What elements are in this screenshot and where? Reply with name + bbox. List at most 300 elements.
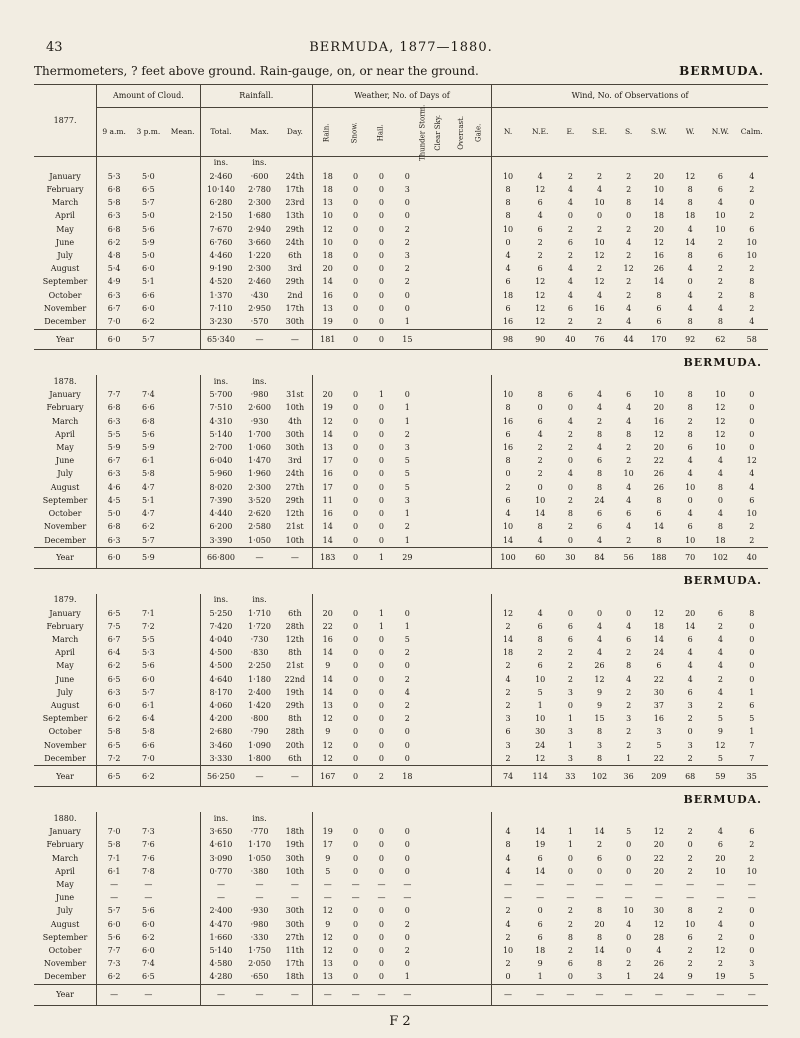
table-cell: 0 bbox=[404, 171, 410, 181]
table-cell: 14 bbox=[492, 633, 524, 646]
table-cell: 8th bbox=[288, 714, 302, 724]
table-cell: 2·460 bbox=[248, 277, 271, 287]
table-row bbox=[34, 428, 768, 441]
table-cell: 18 bbox=[685, 211, 696, 221]
total-cell: — bbox=[312, 984, 342, 1005]
table-cell: 4 bbox=[596, 443, 603, 453]
table-cell: 6·3 bbox=[97, 415, 132, 428]
table-cell: 14 bbox=[535, 866, 546, 876]
table-cell: 7·4 bbox=[142, 959, 155, 969]
table-cell: 0 bbox=[749, 661, 755, 671]
table-cell: 6 bbox=[717, 171, 723, 181]
table-cell: 5 bbox=[717, 753, 723, 763]
table-row bbox=[34, 633, 768, 646]
table-cell: 0 bbox=[353, 608, 359, 618]
table-cell: 3·660 bbox=[248, 237, 271, 247]
table-cell bbox=[444, 660, 468, 673]
total-cell: 167 bbox=[312, 766, 342, 787]
table-cell: 0 bbox=[404, 932, 410, 942]
table-cell: 10 bbox=[492, 223, 524, 236]
table-cell: — bbox=[200, 891, 241, 904]
table-cell: 6·760 bbox=[200, 236, 241, 249]
table-cell bbox=[444, 441, 468, 454]
table-cell: — bbox=[747, 893, 756, 903]
table-cell: 0 bbox=[353, 522, 359, 532]
table-cell bbox=[420, 905, 444, 918]
total-cell: 188 bbox=[643, 548, 675, 569]
table-cell bbox=[420, 210, 444, 223]
table-cell: 4 bbox=[537, 211, 543, 221]
table-cell: 2 bbox=[626, 251, 632, 260]
table-cell: 26 bbox=[653, 264, 664, 274]
table-cell: 2 bbox=[717, 906, 723, 916]
table-cell: — bbox=[200, 878, 241, 891]
table-cell: 6·6 bbox=[142, 740, 155, 750]
table-cell: 0 bbox=[353, 390, 359, 400]
table-cell: 8 bbox=[687, 184, 693, 194]
table-cell: 14 bbox=[653, 522, 664, 532]
table-cell: 2 bbox=[492, 752, 524, 766]
table-cell bbox=[420, 646, 444, 659]
table-cell: 4 bbox=[596, 184, 603, 194]
table-cell: 2 bbox=[749, 264, 755, 274]
table-cell: 5·0 bbox=[142, 251, 155, 260]
page-number: 43 bbox=[46, 40, 63, 55]
total-cell: 35 bbox=[735, 766, 768, 787]
table-cell: 4·060 bbox=[200, 699, 241, 712]
table-cell bbox=[420, 494, 444, 507]
table-cell: 10 bbox=[492, 170, 524, 183]
year-label: 1880. bbox=[53, 813, 77, 823]
table-cell: 0 bbox=[404, 303, 410, 313]
table-cell: 8 bbox=[687, 251, 693, 260]
cell-blank bbox=[343, 812, 369, 825]
table-cell: 22 bbox=[653, 456, 664, 466]
table-cell: 16 bbox=[492, 415, 524, 428]
table-cell: 1·420 bbox=[248, 701, 271, 711]
total-cell: 100 bbox=[492, 548, 524, 569]
table-cell: 0 bbox=[378, 661, 384, 671]
col-header-c9-label: 9 a.m. bbox=[102, 127, 126, 137]
table-cell: 0 bbox=[378, 959, 384, 969]
table-cell: 7·0 bbox=[142, 753, 155, 763]
cell-blank bbox=[705, 156, 735, 170]
page-header bbox=[34, 40, 768, 58]
total-cell bbox=[166, 548, 201, 569]
total-cell: 209 bbox=[643, 766, 675, 787]
month-label: November bbox=[43, 303, 87, 313]
table-cell: 3 bbox=[567, 753, 573, 763]
table-cell: 10 bbox=[746, 237, 757, 247]
table-cell bbox=[166, 183, 201, 196]
table-cell: 6 bbox=[687, 522, 693, 532]
total-cell: — bbox=[278, 766, 313, 787]
month-label: August bbox=[50, 264, 80, 274]
table-cell: 6 bbox=[567, 237, 573, 247]
table-cell: 22 bbox=[653, 674, 664, 684]
col-header-day-label: Day. bbox=[286, 127, 303, 137]
table-cell: 2 bbox=[749, 535, 755, 545]
table-cell: ·770 bbox=[250, 827, 269, 837]
table-row bbox=[34, 931, 768, 944]
cell-blank bbox=[492, 812, 524, 825]
table-cell: 8 bbox=[626, 661, 632, 671]
table-cell bbox=[420, 865, 444, 878]
table-cell: 4 bbox=[717, 456, 723, 466]
table-cell bbox=[420, 289, 444, 302]
col-header-E-label: E. bbox=[566, 127, 575, 137]
table-cell: 19th bbox=[285, 840, 305, 850]
cell-blank bbox=[444, 156, 468, 170]
table-cell bbox=[420, 441, 444, 454]
table-cell: 28 bbox=[653, 932, 664, 942]
total-cell: 2 bbox=[369, 766, 395, 787]
table-cell: 12 bbox=[535, 317, 546, 327]
cell-blank bbox=[166, 812, 201, 825]
table-cell: 0 bbox=[567, 456, 573, 466]
table-cell: 8 bbox=[656, 495, 662, 505]
table-cell bbox=[444, 726, 468, 739]
table-cell: 7·5 bbox=[97, 620, 132, 633]
table-cell: 1 bbox=[567, 714, 573, 724]
table-cell bbox=[468, 918, 492, 931]
table-cell bbox=[166, 507, 201, 520]
table-cell: 10 bbox=[535, 714, 546, 724]
table-cell: 22 bbox=[653, 853, 664, 863]
year-label: 1879. bbox=[53, 595, 77, 605]
table-cell: 4 bbox=[626, 674, 632, 684]
month-label: May bbox=[56, 224, 74, 234]
table-row bbox=[34, 686, 768, 699]
unit-label: ins. bbox=[252, 377, 267, 387]
table-cell: — bbox=[536, 893, 545, 903]
table-cell: 16 bbox=[492, 441, 524, 454]
table-cell: 0 bbox=[378, 635, 384, 645]
table-cell: 9·190 bbox=[200, 262, 241, 275]
total-cell: 74 bbox=[492, 766, 524, 787]
table-cell: 2 bbox=[717, 959, 723, 969]
table-cell: 2·400 bbox=[200, 905, 241, 918]
table-cell: 0 bbox=[378, 535, 384, 545]
table-cell bbox=[166, 633, 201, 646]
table-cell: 2 bbox=[537, 443, 543, 453]
table-cell: 5·1 bbox=[142, 495, 155, 505]
table-cell: 0 bbox=[378, 264, 384, 274]
total-cell: — bbox=[278, 984, 313, 1005]
table-cell bbox=[420, 607, 444, 620]
table-cell bbox=[444, 289, 468, 302]
total-cell: 40 bbox=[556, 329, 584, 350]
table-cell bbox=[166, 891, 201, 904]
table-cell: 6·0 bbox=[142, 919, 155, 929]
table-cell: 7·0 bbox=[97, 825, 132, 838]
table-cell bbox=[468, 944, 492, 957]
total-cell: — bbox=[241, 329, 278, 350]
table-cell bbox=[468, 712, 492, 725]
total-cell: 15 bbox=[394, 329, 420, 350]
table-cell: 2 bbox=[717, 264, 723, 274]
cell-blank bbox=[468, 156, 492, 170]
col-header-c9 bbox=[97, 108, 132, 156]
table-cell: 1·660 bbox=[200, 931, 241, 944]
table-cell: 5·140 bbox=[200, 944, 241, 957]
col-header-W bbox=[675, 108, 705, 156]
cell-blank bbox=[468, 594, 492, 607]
table-cell: ·730 bbox=[250, 635, 269, 645]
table-cell: 4 bbox=[626, 403, 632, 413]
table-cell: 18 bbox=[312, 183, 342, 196]
table-row bbox=[34, 468, 768, 481]
table-cell bbox=[444, 905, 468, 918]
table-cell: 20 bbox=[312, 262, 342, 275]
table-cell: 24 bbox=[594, 495, 605, 505]
table-cell: 7·2 bbox=[97, 752, 132, 766]
total-cell bbox=[468, 548, 492, 569]
total-cell: 68 bbox=[675, 766, 705, 787]
table-cell: 18 bbox=[653, 621, 664, 631]
table-cell: 0 bbox=[378, 509, 384, 519]
table-cell: 2 bbox=[749, 840, 755, 850]
table-cell: 6 bbox=[687, 443, 693, 453]
table-row bbox=[34, 415, 768, 428]
table-cell: 10 bbox=[746, 509, 757, 519]
table-cell: 30 bbox=[653, 906, 664, 916]
table-cell: 4 bbox=[596, 648, 603, 658]
table-cell: 30th bbox=[285, 853, 305, 863]
cell-blank bbox=[615, 812, 643, 825]
table-cell: 4·460 bbox=[200, 249, 241, 262]
table-cell: 2 bbox=[687, 866, 693, 876]
table-cell bbox=[444, 646, 468, 659]
table-cell: 10 bbox=[623, 906, 634, 916]
table-cell: 6th bbox=[288, 753, 302, 763]
table-cell: 6 bbox=[492, 428, 524, 441]
table-cell: 6 bbox=[687, 635, 693, 645]
table-cell: 6 bbox=[537, 932, 543, 942]
table-cell: 5·9 bbox=[97, 441, 132, 454]
table-cell: 6 bbox=[537, 919, 543, 929]
table-cell: 12 bbox=[653, 237, 664, 247]
total-cell: 70 bbox=[675, 548, 705, 569]
table-row bbox=[34, 699, 768, 712]
table-cell bbox=[166, 905, 201, 918]
col-header-snow bbox=[343, 108, 369, 156]
table-cell: 2·300 bbox=[248, 198, 271, 208]
table-cell: 0 bbox=[404, 727, 410, 737]
table-cell bbox=[468, 415, 492, 428]
table-cell: 12 bbox=[535, 277, 546, 287]
table-cell: 31st bbox=[286, 390, 304, 400]
table-cell: 0 bbox=[567, 403, 573, 413]
table-cell: 1·170 bbox=[248, 840, 271, 850]
table-cell: 1 bbox=[567, 827, 573, 837]
table-row bbox=[34, 196, 768, 209]
table-row bbox=[34, 534, 768, 548]
cell-blank bbox=[615, 594, 643, 607]
table-cell bbox=[420, 507, 444, 520]
table-cell: 6 bbox=[537, 621, 543, 631]
cell-blank bbox=[524, 594, 556, 607]
table-cell: 2 bbox=[567, 648, 573, 658]
table-cell: 26 bbox=[653, 482, 664, 492]
table-cell bbox=[420, 712, 444, 725]
table-cell: 4 bbox=[687, 509, 693, 519]
table-cell: 2 bbox=[404, 701, 410, 711]
table-cell: 0 bbox=[749, 429, 755, 439]
table-cell: 2nd bbox=[287, 290, 303, 300]
table-cell: 2 bbox=[492, 481, 524, 494]
table-cell: 1 bbox=[404, 403, 410, 413]
table-cell: 4 bbox=[749, 171, 755, 181]
table-cell: 4 bbox=[626, 621, 632, 631]
table-cell: 2 bbox=[626, 224, 632, 234]
total-cell: 0 bbox=[369, 329, 395, 350]
table-cell: 7·7 bbox=[97, 388, 132, 401]
table-cell: 0 bbox=[378, 945, 384, 955]
table-cell: — bbox=[290, 893, 299, 903]
total-cell: — bbox=[278, 329, 313, 350]
table-cell: 6 bbox=[596, 853, 603, 863]
table-cell: 0 bbox=[378, 522, 384, 532]
cell-blank bbox=[492, 594, 524, 607]
table-cell bbox=[444, 402, 468, 415]
table-cell bbox=[166, 302, 201, 315]
table-cell: 6 bbox=[596, 522, 603, 532]
table-cell: 5 bbox=[656, 740, 662, 750]
table-cell: 2 bbox=[749, 184, 755, 194]
cell-blank bbox=[97, 594, 132, 607]
table-cell: 6·4 bbox=[97, 646, 132, 659]
table-cell: 2 bbox=[687, 416, 693, 426]
table-cell: 4 bbox=[567, 184, 573, 194]
table-cell: 6·5 bbox=[97, 673, 132, 686]
table-cell: 0 bbox=[353, 714, 359, 724]
table-cell: 6 bbox=[537, 853, 543, 863]
table-cell: 4 bbox=[492, 249, 524, 262]
table-cell: 8 bbox=[626, 198, 632, 208]
table-cell: 12 bbox=[535, 303, 546, 313]
table-cell: 1·470 bbox=[248, 456, 271, 466]
table-cell: 0 bbox=[749, 443, 755, 453]
table-cell bbox=[468, 752, 492, 766]
table-cell bbox=[166, 481, 201, 494]
table-cell: 0 bbox=[404, 959, 410, 969]
table-cell: 8 bbox=[687, 317, 693, 327]
table-cell: 0 bbox=[353, 919, 359, 929]
table-cell: 2 bbox=[404, 429, 410, 439]
table-cell: 0 bbox=[626, 840, 632, 850]
table-cell bbox=[420, 620, 444, 633]
table-cell: 9 bbox=[687, 972, 693, 982]
table-cell bbox=[166, 739, 201, 752]
table-row bbox=[34, 223, 768, 236]
table-cell: 13 bbox=[312, 971, 342, 985]
table-cell: 12 bbox=[312, 905, 342, 918]
table-cell: 0 bbox=[378, 403, 384, 413]
total-cell: — bbox=[643, 984, 675, 1005]
table-cell: 5·9 bbox=[142, 443, 155, 453]
table-cell: 0·770 bbox=[200, 865, 241, 878]
col-header-SE bbox=[584, 108, 614, 156]
table-cell: 0 bbox=[404, 198, 410, 208]
table-cell: 6 bbox=[717, 184, 723, 194]
col-header-rain-label: Rain. bbox=[322, 123, 331, 142]
table-cell: 12 bbox=[312, 931, 342, 944]
total-cell: 0 bbox=[343, 766, 369, 787]
total-cell: 6·5 bbox=[97, 766, 132, 787]
table-cell bbox=[420, 825, 444, 838]
table-cell: 0 bbox=[717, 495, 723, 505]
table-row bbox=[34, 712, 768, 725]
unit-label: ins. bbox=[200, 156, 241, 170]
table-cell: 0 bbox=[378, 853, 384, 863]
total-cell bbox=[166, 766, 201, 787]
table-cell: 0 bbox=[749, 648, 755, 658]
table-cell: 0 bbox=[353, 456, 359, 466]
table-cell: 5·6 bbox=[142, 429, 155, 439]
table-cell: 0 bbox=[353, 635, 359, 645]
month-label: February bbox=[46, 403, 84, 413]
table-cell bbox=[166, 468, 201, 481]
table-cell: 6 bbox=[492, 276, 524, 289]
table-cell: 6·5 bbox=[97, 607, 132, 620]
month-label: December bbox=[44, 317, 86, 327]
table-cell: 4 bbox=[687, 264, 693, 274]
table-cell: 5·250 bbox=[200, 607, 241, 620]
table-cell: 4 bbox=[717, 469, 723, 479]
total-cell: 33 bbox=[556, 766, 584, 787]
table-cell: 19th bbox=[285, 687, 305, 697]
table-cell: 2·680 bbox=[200, 726, 241, 739]
table-cell: ·570 bbox=[250, 317, 269, 327]
table-cell: 2 bbox=[404, 522, 410, 532]
table-cell: 0 bbox=[749, 906, 755, 916]
col-header-gale bbox=[468, 108, 492, 156]
table-cell: 8 bbox=[626, 429, 632, 439]
table-cell bbox=[420, 196, 444, 209]
month-label: October bbox=[48, 945, 82, 955]
month-label: February bbox=[46, 621, 84, 631]
total-cell: 44 bbox=[615, 329, 643, 350]
table-cell: 3 bbox=[656, 727, 662, 737]
cell-blank bbox=[369, 156, 395, 170]
table-row bbox=[34, 520, 768, 533]
col-header-calm-label: Calm. bbox=[740, 127, 763, 137]
table-cell: 0 bbox=[378, 753, 384, 763]
table-cell bbox=[420, 402, 444, 415]
total-cell: 59 bbox=[705, 766, 735, 787]
table-cell: 6·1 bbox=[142, 456, 155, 466]
table-cell bbox=[166, 170, 201, 183]
table-row bbox=[34, 289, 768, 302]
table-cell: 15 bbox=[594, 714, 605, 724]
total-cell bbox=[420, 984, 444, 1005]
table-cell: 7·3 bbox=[97, 957, 132, 970]
table-cell: ·980 bbox=[250, 919, 269, 929]
month-label: September bbox=[42, 714, 88, 724]
table-cell: 0 bbox=[353, 290, 359, 300]
table-cell bbox=[444, 196, 468, 209]
table-cell bbox=[444, 302, 468, 315]
table-row bbox=[34, 726, 768, 739]
table-cell: 2 bbox=[492, 699, 524, 712]
table-cell bbox=[468, 428, 492, 441]
table-cell: 11th bbox=[285, 945, 305, 955]
table-cell: 6th bbox=[288, 251, 302, 260]
table-cell: 4 bbox=[656, 945, 662, 955]
table-cell: 2 bbox=[404, 919, 410, 929]
table-cell: 2 bbox=[492, 686, 524, 699]
